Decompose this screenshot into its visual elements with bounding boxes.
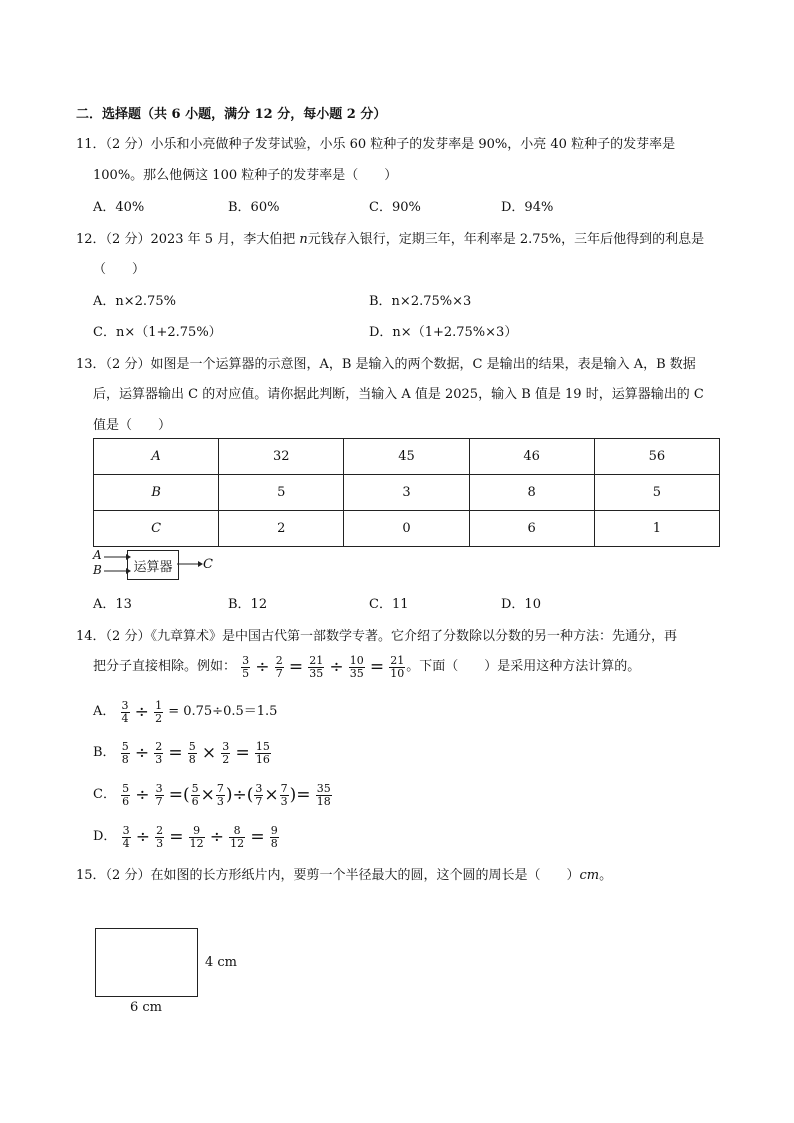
q11-option-c[interactable]: C．90%: [369, 200, 421, 215]
q15-line1: 15．（2 分）在如图的长方形纸片内，要剪一个半径最大的圆，这个圆的周长是（ ）cm。: [76, 868, 613, 883]
q12-option-a[interactable]: A．n×2.75%: [93, 294, 176, 309]
table-cell: A: [94, 439, 219, 475]
fraction: $\frac{8}{12}$: [230, 823, 245, 850]
fraction: $\frac{9}{8}$: [270, 823, 278, 850]
fraction: $\frac{7}{3}$: [216, 781, 224, 808]
fraction: $\frac{5}{8}$: [121, 739, 129, 766]
rect-width-label: 6 cm: [130, 1000, 163, 1015]
fraction: $\frac{2}{7}$: [275, 653, 283, 680]
q13-option-d[interactable]: D．10: [501, 597, 541, 612]
fraction: $\frac{10}{35}$: [349, 653, 364, 680]
table-cell: 46: [469, 439, 594, 475]
fraction: $\frac{5}{6}$: [191, 781, 199, 808]
rect-height-label: 4 cm: [205, 955, 238, 970]
q11-option-a[interactable]: A．40%: [93, 200, 145, 215]
q14-option-a[interactable]: A． $\frac{3}{4}$ ÷ $\frac{1}{2}$ = 0.75÷0.5＝1.5: [93, 698, 278, 725]
table-cell: 8: [469, 475, 594, 511]
paper-rectangle: [95, 928, 198, 997]
q15-unit: cm: [579, 868, 600, 883]
table-cell: 2: [219, 511, 344, 547]
q13-line2: 后，运算器输出 C 的对应值。请你据此判断，当输入 A 值是 2025，输入 B 值是 19 时，运算器输出的 C: [93, 387, 704, 402]
q14-line2: 把分子直接相除。例如： $\frac{3}{5}$ ÷ $\frac{2}{7}$ = $\frac{21}{35}$ ÷ $\frac{10}{35}$ = $\frac{21}{10}$ 。下面（ ）是采用这种方法计算的。: [93, 653, 641, 680]
q13-option-b[interactable]: B．12: [228, 597, 268, 612]
fraction: $\frac{2}{3}$: [155, 739, 163, 766]
fraction: $\frac{15}{16}$: [255, 739, 270, 766]
table-cell: 32: [219, 439, 344, 475]
q13-line1: 13．（2 分）如图是一个运算器的示意图，A，B 是输入的两个数据，C 是输出的结果，表是输入 A，B 数据: [76, 357, 696, 372]
fraction: $\frac{3}{5}$: [242, 653, 250, 680]
table-cell: 0: [344, 511, 469, 547]
q13-option-a[interactable]: A．13: [93, 597, 132, 612]
table-row: [94, 439, 720, 475]
q14-line2-suffix: 。下面（ ）是采用这种方法计算的。: [406, 659, 641, 674]
fraction: $\frac{5}{8}$: [188, 739, 196, 766]
diagram-output-c: C: [203, 557, 213, 572]
calculator-box: [127, 550, 179, 580]
q12-option-d[interactable]: D．n×（1+2.75%×3）: [369, 325, 518, 340]
fraction: $\frac{1}{2}$: [155, 698, 163, 725]
fraction: $\frac{5}{6}$: [122, 781, 130, 808]
q12-option-b[interactable]: B．n×2.75%×3: [369, 294, 472, 309]
q12-line1: [76, 228, 704, 247]
fraction: $\frac{3}{4}$: [121, 698, 129, 725]
fraction: $\frac{3}{4}$: [122, 823, 130, 850]
section-title: 二．选择题（共 6 小题，满分 12 分，每小题 2 分）: [76, 107, 387, 122]
q11-line2: 100%。那么他俩这 100 粒种子的发芽率是（ ）: [93, 168, 398, 183]
fraction: $\frac{3}{7}$: [155, 781, 163, 808]
table-cell: 45: [344, 439, 469, 475]
q13-data-table: [93, 438, 720, 547]
q12-line1-a: 12．（2 分）2023 年 5 月，李大伯把: [76, 232, 300, 247]
q14-line1: 14．（2 分）《九章算术》是中国古代第一部数学专著。它介绍了分数除以分数的另一种方法：先通分，再: [76, 629, 677, 644]
fraction: $\frac{21}{10}$: [390, 653, 405, 680]
q14-option-d[interactable]: D． $\frac{3}{4}$ ÷ $\frac{2}{3}$ = $\frac{9}{12}$ ÷ $\frac{8}{12}$ = $\frac{9}{8}$: [93, 823, 278, 850]
fraction: $\frac{35}{18}$: [316, 781, 331, 808]
q14-line2-prefix: 把分子直接相除。例如：: [93, 659, 237, 674]
table-cell: 3: [344, 475, 469, 511]
q12-var: n: [299, 232, 308, 247]
table-cell: 6: [469, 511, 594, 547]
q14-option-b[interactable]: B． $\frac{5}{8}$ ÷ $\frac{2}{3}$ = $\frac{5}{8}$ × $\frac{3}{2}$ = $\frac{15}{16}$: [93, 739, 270, 766]
q11-line1: 11．（2 分）小乐和小亮做种子发芽试验，小乐 60 粒种子的发芽率是 90%，小亮 40 粒种子的发芽率是: [76, 137, 676, 152]
q13-line3: 值是（ ）: [93, 418, 172, 433]
calculator-label: 运算器: [133, 560, 173, 575]
table-cell: B: [94, 475, 219, 511]
q11-option-b[interactable]: B．60%: [228, 200, 280, 215]
diagram-input-a: A: [93, 548, 102, 562]
q11-option-d[interactable]: D．94%: [501, 200, 554, 215]
diagram-input-b: B: [93, 563, 102, 577]
table-cell: 5: [594, 475, 719, 511]
q13-option-c[interactable]: C．11: [369, 597, 409, 612]
fraction: $\frac{2}{3}$: [156, 823, 164, 850]
fraction: $\frac{21}{35}$: [309, 653, 324, 680]
q12-line1-b: 元钱存入银行，定期三年，年利率是 2.75%，三年后他得到的利息是: [307, 232, 705, 247]
table-cell: 5: [219, 475, 344, 511]
fraction: $\frac{3}{7}$: [255, 781, 263, 808]
fraction: $\frac{3}{2}$: [222, 739, 230, 766]
fraction: $\frac{7}{3}$: [280, 781, 288, 808]
table-cell: 56: [594, 439, 719, 475]
table-row: [94, 511, 720, 547]
q12-option-c[interactable]: C．n×（1+2.75%）: [93, 325, 222, 340]
table-cell: C: [94, 511, 219, 547]
table-row: [94, 475, 720, 511]
fraction: $\frac{9}{12}$: [189, 823, 204, 850]
table-cell: 1: [594, 511, 719, 547]
q12-line2: （ ）: [93, 262, 146, 277]
q14-option-c[interactable]: C． $\frac{5}{6}$ ÷ $\frac{3}{7}$ =( $\frac{5}{6}$ × $\frac{7}{3}$ )÷( $\frac{3}{7}$ × $\frac{7}{3}$ )= $\frac{35}{18}$: [93, 781, 331, 808]
